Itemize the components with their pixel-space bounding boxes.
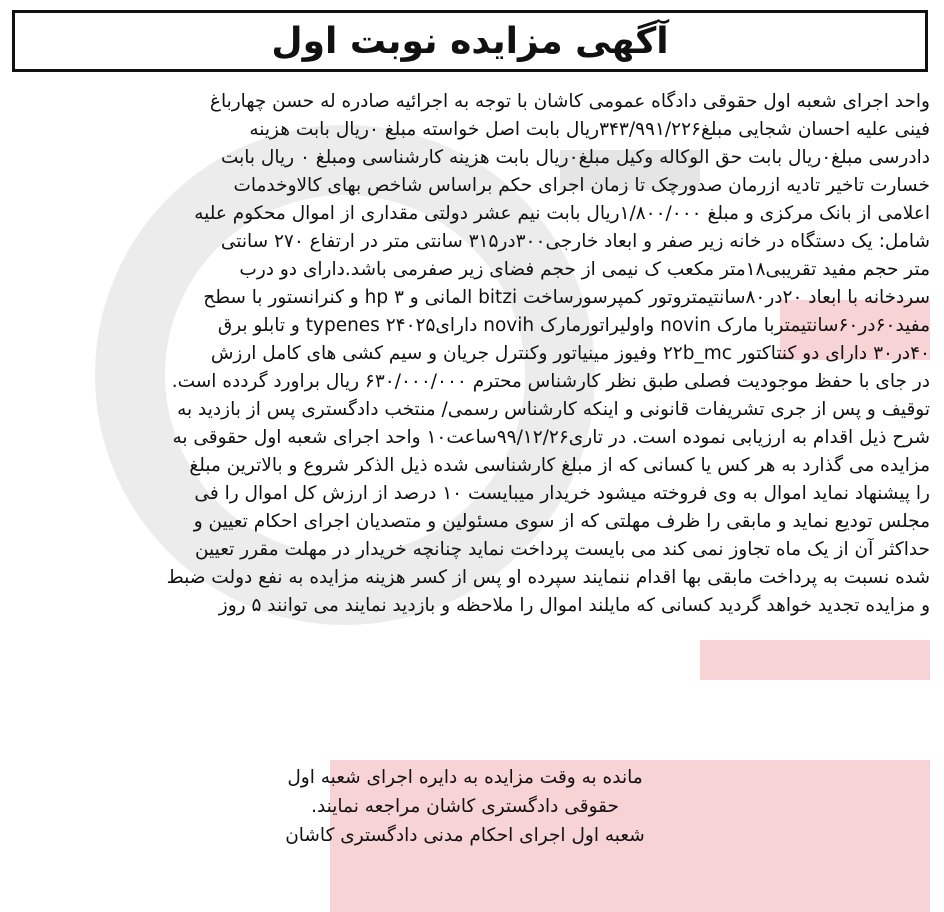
closing-signature: شعبه اول اجرای احکام مدنی دادگستری کاشان — [285, 825, 645, 846]
notice-line: اعلامی از بانک مرکزی و مبلغ ۱/۸۰۰/۰۰۰ریال بابت نیم عشر دولتی مقداری از اموال محکوم علیه — [194, 203, 930, 224]
notice-line: فینی علیه احسان شجایی مبلغ۳۴۳/۹۹۱/۲۲۶ریال بابت اصل خواسته مبلغ ۰ریال بابت هزینه — [249, 119, 930, 140]
notice-closing — [0, 763, 930, 850]
notice-line: ۴۰در۳۰ دارای دو کنتاکتور ۲۲b_mc وفیوز مینیاتور وکنترل جریان و سیم کشی های کامل ارزش — [210, 343, 930, 364]
notice-line: خسارت تاخیر تادیه ازرمان صدورچک تا زمان اجرای حکم براساس شاخص بهای کالاوخدمات — [233, 175, 930, 196]
notice-line: متر حجم مفید تقریبی۱۸متر مکعب ک نیمی از حجم فضای زیر صفرمی باشد.دارای دو درب — [239, 259, 930, 280]
notice-line: حداکثر آن از یک ماه تجاوز نمی کند می بایست پرداخت نماید چنانچه خریدار در مهلت مقرر تعیین — [194, 539, 930, 560]
notice-line: توقیف و پس از جری تشریفات قانونی و اینکه کارشناس رسمی/ منتخب دادگستری پس از بازدید به — [177, 399, 930, 420]
notice-line: در جای با حفظ موجودیت فصلی طبق نظر کارشناس محترم ۶۳۰/۰۰۰/۰۰۰ ریال براورد گردده است. — [171, 371, 930, 392]
title-box — [12, 10, 928, 72]
notice-line: دادرسی مبلغ۰ریال بابت حق الوکاله وکیل مبلغ۰ریال بابت هزینه کارشناسی ومبلغ ۰ ریال بابت — [220, 147, 930, 168]
notice-body — [12, 88, 930, 620]
notice-line: مجلس تودیع نماید و مابقی را ظرف مهلتی که از سوی مسئولین و متصدیان اجرای احکام تعیین و — [193, 511, 930, 532]
notice-line: شامل: یک دستگاه در خانه زیر صفر و ابعاد خارجی۳۰۰در۳۱۵ سانتی متر در ارتفاع ۲۷۰ سانتی — [220, 231, 930, 252]
notice-line: مفید۶۰در۶۰سانتیمتربا مارک novin واولیراتورمارک novih دارای۲۴۰۲۵ typenes و تابلو برق — [217, 315, 930, 336]
closing-line: حقوقی دادگستری کاشان مراجعه نمایند. — [311, 796, 619, 817]
notice-line: واحد اجرای شعبه اول حقوقی دادگاه عمومی کاشان با توجه به اجرائیه صادره له حسن چهارباغ — [209, 91, 930, 112]
notice-line: و مزایده تجدید خواهد گردید کسانی که مایلند اموال را ملاحظه و بازدید نمایند می توانند ۵ روز — [218, 595, 930, 616]
notice-title: آگهی مزایده نوبت اول — [271, 20, 669, 62]
notice-line: شرح ذیل اقدام به ارزیابی نموده است. در تاری۹۹/۱۲/۲۶ساعت۱۰ واحد اجرای شعبه اول حقوقی به — [172, 427, 930, 448]
notice-line: سردخانه با ابعاد ۲۰در۸۰سانتیمتروتور کمپرسورساخت bitzi المانی و ۳ hp و کنرانستور با سطح — [203, 287, 930, 308]
notice-line: را پیشنهاد نماید اموال به وی فروخته میشود خریدار میبایست ۱۰ درصد از ارزش کل اموال را فی — [194, 483, 930, 504]
closing-line: مانده به وقت مزایده به دایره اجرای شعبه اول — [287, 767, 643, 788]
watermark-bar — [700, 640, 930, 680]
notice-line: شده نسبت به پرداخت مابقی بها اقدام ننمایند سپرده او پس از کسر هزینه مزایده به نفع دولت ضبط — [166, 567, 930, 588]
notice-line: مزایده می گذارد به هر کس یا کسانی که از مبلغ کارشناسی شده ذیل الذکر شروع و بالاترین مبلغ — [189, 455, 930, 476]
